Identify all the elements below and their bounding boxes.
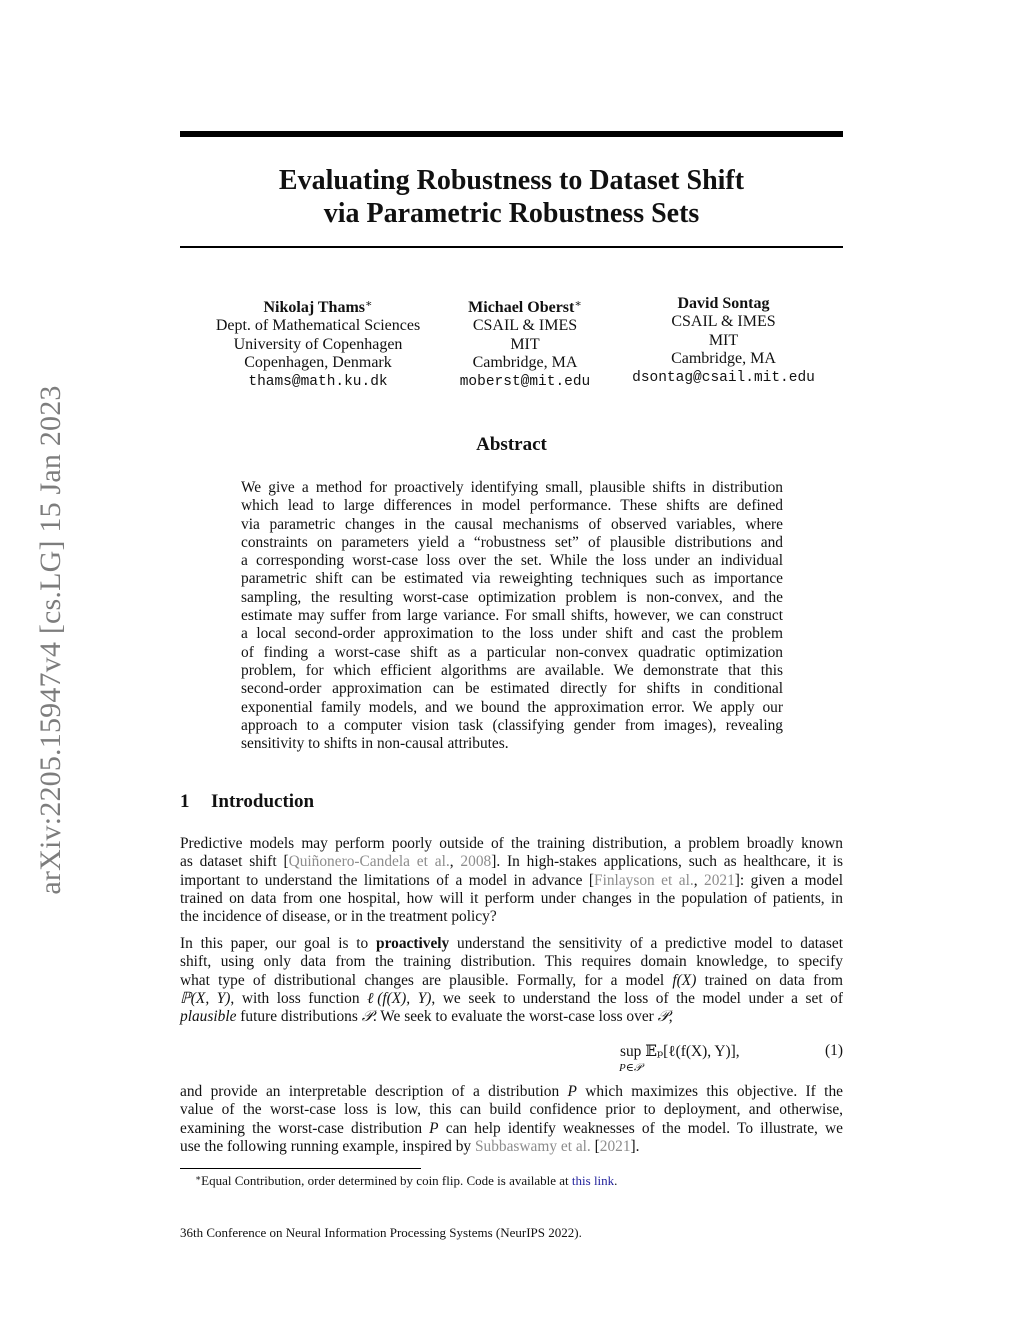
abstract-line: We give a method for proactively identifying small, plausible shifts in distribution xyxy=(241,479,783,496)
author-email[interactable]: thams@math.ku.dk xyxy=(248,373,388,390)
footnote: ∗Equal Contribution, order determined by coin flip. Code is available at this link. xyxy=(195,1173,618,1188)
title-bottom-rule xyxy=(180,246,843,248)
abstract-line: second-order approximation can be estimated directly for shifts in conditional xyxy=(241,680,783,698)
author-affiliation: Cambridge, MA xyxy=(472,354,578,372)
math-inline: f(X) xyxy=(672,971,697,989)
footnote-mark: ∗ xyxy=(195,1173,202,1183)
abstract-line: problem, for which efficient algorithms are available. We demonstrate that this xyxy=(241,661,783,679)
math-inline: 𝒫 xyxy=(657,1008,669,1026)
abstract-line: of finding a worst-case shift as a particular non-convex quadratic optimization xyxy=(241,643,783,661)
equation-body: sup 𝔼ₚ[ℓ(f(X), Y)], xyxy=(620,1043,740,1060)
author-affiliation: MIT xyxy=(708,331,739,349)
author-affiliation: CSAIL & IMES xyxy=(472,317,578,335)
section-heading-introduction xyxy=(180,791,314,813)
abstract-line: exponential family models, and we bound the approximation error. We apply our xyxy=(241,698,783,716)
citation-link[interactable]: Quiñonero-Candela et al. xyxy=(288,853,450,871)
author-thams xyxy=(200,295,436,391)
author-affiliation: University of Copenhagen xyxy=(233,335,403,353)
author-block xyxy=(180,295,843,395)
math-inline: ℙ(X, Y) xyxy=(180,989,231,1007)
citation-year-link[interactable]: 2021 xyxy=(704,871,735,889)
abstract-body xyxy=(241,479,783,753)
code-link[interactable]: this link xyxy=(571,1173,615,1188)
abstract-line: sampling, the resulting worst-case optimization problem is non-convex, and the xyxy=(241,588,783,606)
citation-link[interactable]: Subbaswamy et al. xyxy=(474,1137,591,1155)
author-sontag xyxy=(620,295,827,387)
abstract-line: parametric shift can be estimated via reweighting techniques such as importance xyxy=(241,570,783,588)
math-inline: P xyxy=(567,1083,577,1100)
abstract-line: sensitivity to shifts in non-causal attributes. xyxy=(241,735,509,753)
math-inline: ℓ(f(X), Y) xyxy=(367,989,432,1007)
author-affiliation: Copenhagen, Denmark xyxy=(244,354,392,372)
author-name: David Sontag xyxy=(677,295,770,312)
abstract-line: a corresponding worst-case loss over the set. While the loss under an individual xyxy=(241,552,783,570)
author-name: Michael Oberst∗ xyxy=(468,298,582,316)
author-oberst xyxy=(430,295,620,391)
intro-paragraph-2: In this paper, our goal is to proactively understand the sensitivity of a predictive model to dataset shift, using only data from the training distribution. This requires domain knowledge, to specify what type of distributional changes are plausible. Formally, for a model f(X) trained on data from ℙ(X, Y), with loss function ℓ(f(X), Y), we seek to understand the loss of the model under a set of plausible future distributions 𝒫. We seek to evaluate the worst-case loss over 𝒫, xyxy=(180,935,844,1026)
abstract-heading: Abstract xyxy=(476,434,547,455)
intro-paragraph-3: and provide an interpretable description of a distribution P which maximizes this objective. If the value of the worst-case loss is low, this can build confidence prior to deployment, and otherwise, examining the worst-case distribution P can help identify weaknesses of the model. To illustrate, we use the following running example, inspired by Subbaswamy et al. [2021]. xyxy=(180,1083,843,1155)
abstract-line: constraints on parameters yield a “robustness set” of plausible distributions and xyxy=(241,533,783,551)
author-affiliation: CSAIL & IMES xyxy=(671,313,776,331)
math-inline: 𝒫 xyxy=(361,1008,373,1026)
abstract-line: a local second-order approximation to the loss under shift and cast the problem xyxy=(241,625,783,643)
author-email[interactable]: dsontag@csail.mit.edu xyxy=(632,369,815,386)
section-number: 1 xyxy=(180,791,190,812)
section-title: Introduction xyxy=(211,791,315,812)
author-name: Nikolaj Thams∗ xyxy=(263,298,373,316)
arxiv-identifier[interactable]: arXiv:2205.15947v4 [cs.LG] 15 Jan 2023 xyxy=(34,385,67,895)
footnote-rule xyxy=(180,1168,421,1169)
title-line-1: Evaluating Robustness to Dataset Shift xyxy=(278,165,745,196)
citation-link[interactable]: Finlayson et al. xyxy=(594,871,694,889)
paper-title xyxy=(180,164,843,230)
citation-year-link[interactable]: 2008 xyxy=(460,853,492,871)
abstract-line: estimate may suffer from large variance. For small shifts, however, we can construct xyxy=(241,607,783,625)
title-line-2: via Parametric Robustness Sets xyxy=(323,198,700,229)
math-inline: P xyxy=(429,1119,439,1137)
author-affiliation: MIT xyxy=(510,335,540,353)
footnote-text: Equal Contribution, order determined by coin flip. Code is available at xyxy=(201,1173,572,1188)
abstract-line: which lead to large differences in model performance. These shifts are defined xyxy=(241,497,783,515)
equation-1 xyxy=(180,1040,843,1076)
intro-paragraph-1: Predictive models may perform poorly outside of the training distribution, a problem broadly known as dataset shift [Quiñonero-Candela et al., 2008]. In high-stakes applications, such as healthcare, it is important to understand the limitations of a model in advance [Finlayson et al., 2021]: given a model trained on data from one hospital, how will it perform under changes in the population of patients, in the incidence of disease, or in the treatment policy? xyxy=(180,835,843,926)
equation-subscript: P∈𝒫 xyxy=(619,1062,642,1074)
abstract-line: approach to a computer vision task (classifying gender from images), revealing xyxy=(241,716,783,734)
abstract-line: via parametric changes in the causal mechanisms of observed variables, where xyxy=(241,515,783,533)
citation-year-link[interactable]: 2021 xyxy=(599,1137,631,1155)
author-affiliation: Dept. of Mathematical Sciences xyxy=(215,317,421,335)
author-email[interactable]: moberst@mit.edu xyxy=(459,373,591,390)
equation-number: (1) xyxy=(825,1042,843,1059)
title-top-rule xyxy=(180,131,843,137)
venue-note: 36th Conference on Neural Information Processing Systems (NeurIPS 2022). xyxy=(180,1225,582,1240)
author-affiliation: Cambridge, MA xyxy=(671,350,776,368)
